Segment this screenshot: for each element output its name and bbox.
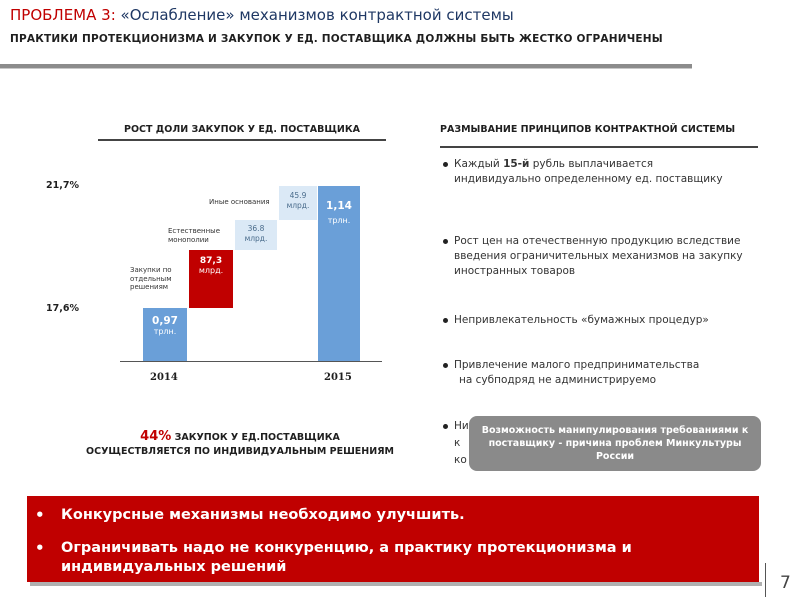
chart-title-rule: [98, 139, 386, 141]
bullet-item-5-fragment-3: ко: [454, 454, 467, 466]
chart-title: РОСТ ДОЛИ ЗАКУПОК У ЕД. ПОСТАВЩИКА: [123, 124, 360, 135]
bar-2015-value: 1,14: [326, 200, 352, 212]
slide-subtitle: ПРАКТИКИ ПРОТЕКЦИОНИЗМА И ЗАКУПОК У ЕД. ПОСТАВЩИКА ДОЛЖНЫ БЫТЬ ЖЕСТКО ОГРАНИЧЕНЫ: [10, 33, 663, 45]
bar-individual-unit: млрд.: [198, 266, 224, 275]
bar-individual-value: 87,3: [199, 256, 223, 266]
bar-individual: [189, 250, 233, 308]
conclusion-item-2: Ограничивать надо не конкуренцию, а практику протекционизма и индивидуальных решений: [61, 540, 632, 575]
right-panel-title: РАЗМЫВАНИЕ ПРИНЦИПОВ КОНТРАКТНОЙ СИСТЕМЫ: [440, 124, 736, 135]
x-axis: [120, 361, 382, 362]
bullet-item-1-pre: Каждый: [454, 158, 504, 170]
page-number-divider: [765, 563, 766, 597]
bullet-item-5-fragment: Ни: [454, 420, 469, 432]
bar-2015: [318, 186, 360, 361]
slide-title: [10, 6, 514, 24]
bar-other-value: 45.9: [289, 191, 307, 200]
x-label-2015: 2015: [324, 372, 352, 383]
bar-other: [279, 186, 317, 220]
y-label-bottom: 17,6%: [46, 303, 79, 314]
bullet-item-3: Непривлекательность «бумажных процедур»: [454, 314, 709, 326]
chart-note-line2: ОСУЩЕСТВЛЯЕТСЯ ПО ИНДИВИДУАЛЬНЫМ РЕШЕНИЯМ: [86, 446, 394, 457]
category-label-individual: Закупки по отдельным решениям: [130, 266, 172, 291]
title-prefix: ПРОБЛЕМА 3:: [10, 6, 116, 24]
bullet-item-4-line1: Привлечение малого предпринимательства: [454, 359, 700, 371]
bullet-dot: [443, 162, 448, 167]
chart-note-pct: 44%: [140, 429, 172, 444]
conclusion-box: [27, 496, 759, 582]
x-label-2014: 2014: [150, 372, 178, 383]
bar-monopolies: [235, 220, 277, 250]
bar-2014-value: 0,97: [152, 315, 178, 327]
chart-note-line1-text: ЗАКУПОК У ЕД.ПОСТАВЩИКА: [171, 432, 340, 443]
conclusion-bullet: •: [35, 539, 45, 557]
right-panel-rule: [440, 146, 758, 148]
category-label-monopolies: Естественные монополии: [168, 227, 221, 244]
bullet-item-1-bold: 15-й: [503, 158, 530, 170]
bullet-dot: [443, 424, 448, 429]
bullet-dot: [443, 318, 448, 323]
conclusion-bullet: •: [35, 506, 45, 524]
bullet-dot: [443, 239, 448, 244]
bar-monopolies-unit: млрд.: [244, 234, 268, 243]
bullet-item-2: Рост цен на отечественную продукцию вследствие введения ограничительных механизмов на закупку иностранных товаров: [454, 235, 743, 277]
bar-monopolies-value: 36.8: [247, 224, 265, 233]
bar-other-unit: млрд.: [286, 201, 310, 210]
title-main: «Ослабление» механизмов контрактной системы: [115, 6, 514, 24]
category-label-other: Иные основания: [209, 198, 270, 206]
page-number: 7: [780, 573, 791, 593]
bullet-item-4: [454, 358, 784, 388]
bullet-item-4-line2: на субподряд не администрируемо: [459, 374, 657, 386]
red-box-shadow: [30, 582, 762, 586]
conclusion-item-1: Конкурсные механизмы необходимо улучшить.: [61, 507, 465, 523]
bullet-item-1: [454, 157, 739, 187]
bar-2014: [143, 308, 187, 361]
chart-note-line1: [40, 430, 440, 445]
bullet-item-5-fragment-2: к: [454, 437, 461, 449]
callout-box: [469, 416, 761, 471]
bullet-item-1-post: рубль выплачивается индивидуально определенному ед. поставщику: [454, 158, 723, 185]
chart-note: [40, 430, 440, 459]
bullet-dot: [443, 363, 448, 368]
y-label-top: 21,7%: [46, 180, 79, 191]
bar-2014-unit: трлн.: [153, 327, 177, 336]
bar-2015-unit: трлн.: [327, 216, 351, 225]
callout-text: Возможность манипулирования требованиями к поставщику - причина проблем Минкультуры России: [481, 425, 749, 462]
header-divider-shadow: [0, 68, 692, 69]
